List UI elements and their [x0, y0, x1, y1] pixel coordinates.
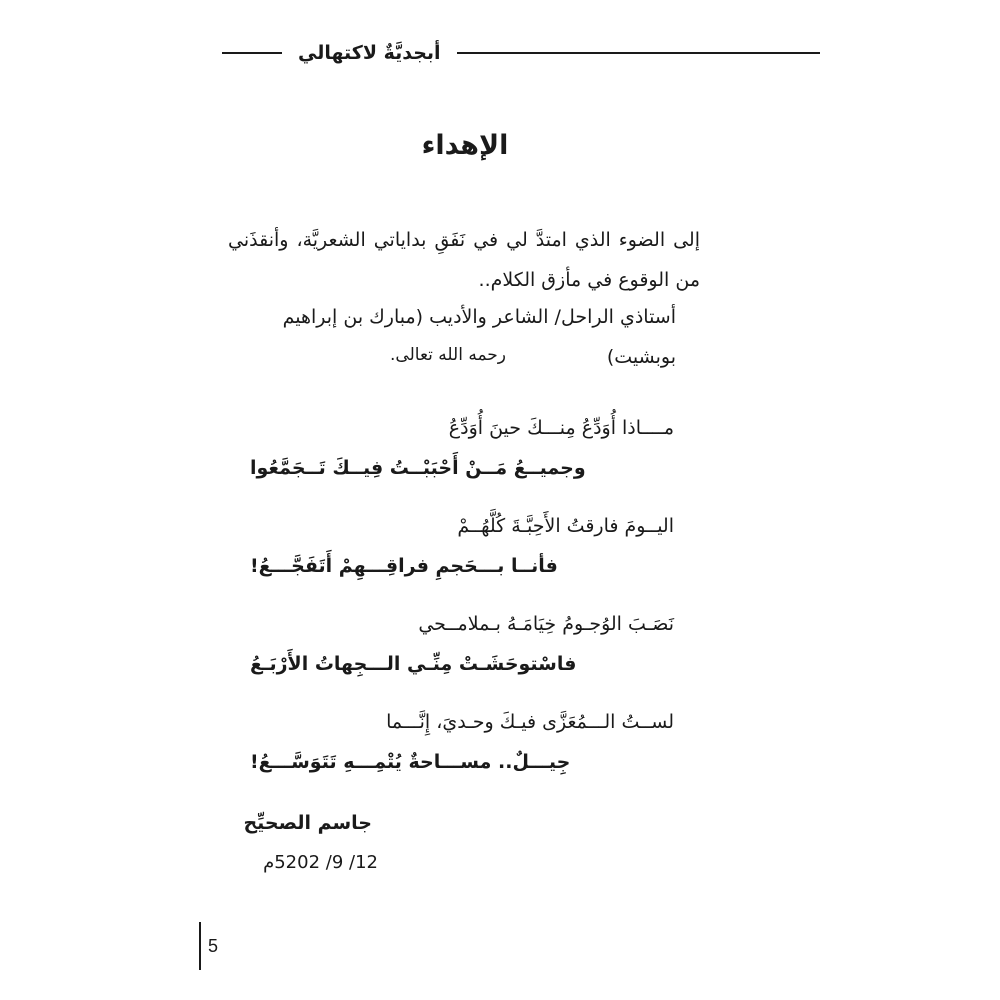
page-number-rule [199, 922, 201, 970]
poem-verse [250, 604, 674, 684]
verse-second-hemistich: فاسْتوحَشَـتْ مِنِّـي الـــجِهاتُ الأَرْبَـعُ [250, 653, 577, 675]
poem-verse [250, 702, 674, 782]
verse-second-hemistich: وجميــعُ مَــنْ أَحْبَبْــتُ فِيــكَ تَــجَمَّعُوا [250, 457, 586, 479]
verse-second-hemistich: جِيـــلٌ.. مســـاحةٌ يُتْمِـــهِ تَتَوَسَّـــعُ! [250, 751, 571, 773]
signature-date: 12/ 9/ 5202م [263, 852, 378, 873]
verse-first-hemistich: نَصَـبَ الوُجـومُ خِيَامَـهُ بـملامــحي [418, 613, 674, 635]
header-title: أبجديَّةٌ لاكتهالي [298, 42, 441, 64]
verse-first-hemistich: لســتُ الـــمُعَزَّى فيـكَ وحـديَ، إِنَّـــما [386, 711, 674, 733]
dedication-text: إلى الضوء الذي امتدَّ لي في نَفَقِ بداياتي الشعريَّة، وأنقذَني من الوقوع في مأزق الكلام.. [228, 229, 700, 291]
verse-first-hemistich: اليــومَ فارقتُ الأَحِبَّـةَ كُلَّهُــمْ [457, 515, 674, 537]
header-rule-right [457, 52, 820, 54]
verse-first-hemistich: مــــاذا أُوَدِّعُ مِنـــكَ حينَ أُوَدِّعُ [448, 417, 674, 439]
running-header [222, 38, 820, 68]
dedication-recipient: أستاذي الراحل/ الشاعر والأديب (مبارك بن إبراهيم بوبشيت) [282, 306, 676, 368]
poem-verse [250, 506, 674, 586]
header-rule-left [222, 52, 282, 54]
verse-second-hemistich: فأنــا بـــحَجمِ فراقِـــهِمْ أَتَفَجَّـــعُ! [250, 555, 558, 577]
page-title: الإهداء [421, 130, 509, 161]
dedication-paragraph [228, 220, 700, 300]
signature-name: جاسم الصحيِّح [243, 812, 372, 834]
dedication-prayer: رحمه الله تعالى. [390, 345, 506, 365]
page-number: 5 [208, 936, 219, 956]
poem [250, 408, 674, 800]
poem-verse [250, 408, 674, 488]
